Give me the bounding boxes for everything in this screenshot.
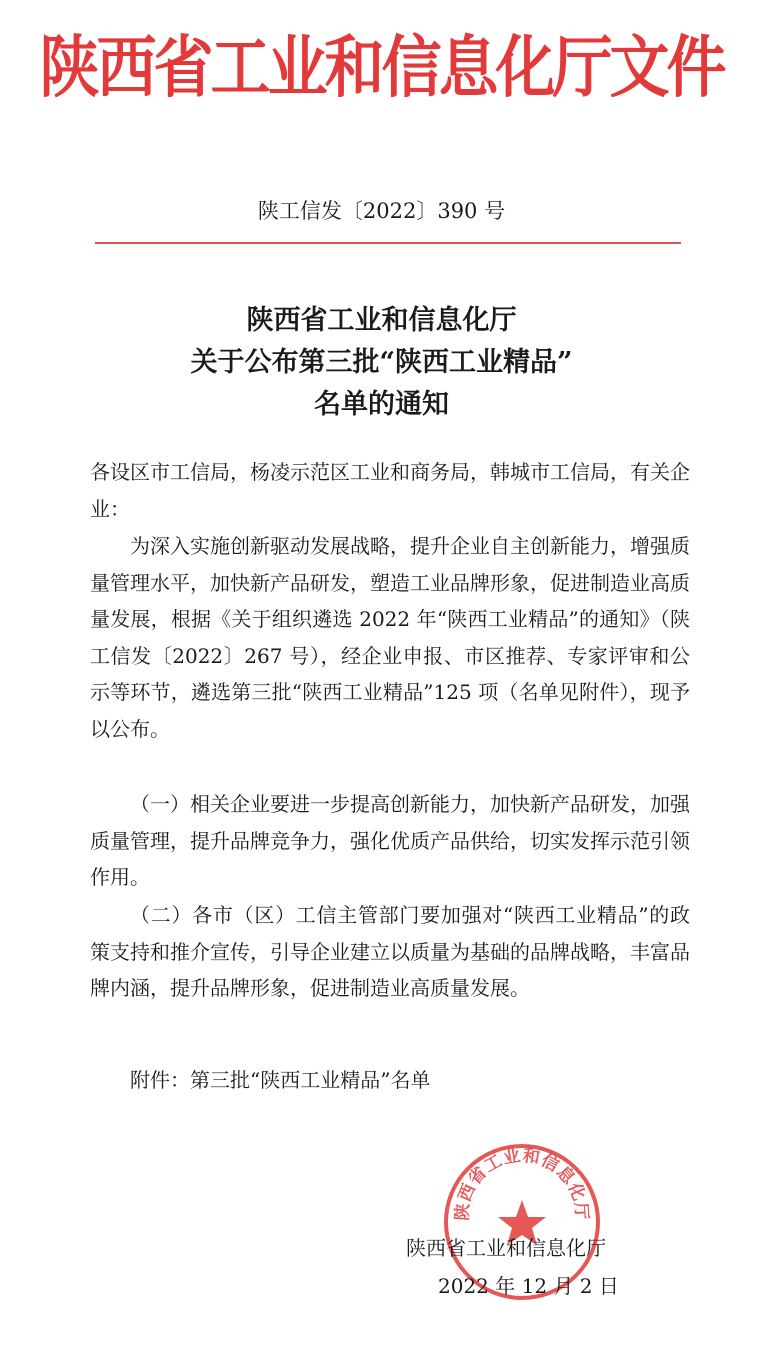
document-number: 陕工信发〔2022〕390 号 [257,199,506,223]
document-header: 陕西省工业和信息化厅文件 [39,28,724,108]
title-line-3: 名单的通知 [314,389,449,420]
signature-date: 2022 年 12 月 2 日 [438,1274,619,1298]
attachment-note: 附件：第三批“陕西工业精品”名单 [130,1068,431,1092]
addressee: 各设区市工信局，杨凌示范区工业和商务局，韩城市工信局，有关企业： [90,460,690,521]
body-paragraph-3: （二）各市（区）工信主管部门要加强对“陕西工业精品”的政策支持和推介宣传，引导企业建立以质量为基础的品牌战略，丰富品牌内涵，提升品牌形象，促进制造业高质量发展。 [90,903,690,1000]
title-line-2: 关于公布第三批“陕西工业精品” [190,347,573,378]
body-paragraph-1: 为深入实施创新驱动发展战略，提升企业自主创新能力，增强质量管理水平，加快新产品研发，塑造工业品牌形象，促进制造业高质量发展，根据《关于组织遴选 2022 年“陕西工业精品”的通知》（陕工信发〔2022〕267 号），经企业申报、市区推荐、专家评审和公示等环节，遴选第三批“陕西工业精品”125 项（名单见附件），现予以公布。 [90,534,690,741]
red-divider [95,242,681,244]
notice-title [0,300,763,426]
title-line-1: 陕西省工业和信息化厅 [246,305,517,336]
svg-text:陕西省工业和信息化厅: 陕西省工业和信息化厅 [452,1145,592,1222]
body-paragraph-2: （一）相关企业要进一步提高创新能力，加快新产品研发，加强质量管理，提升品牌竞争力，强化优质产品供给，切实发挥示范引领作用。 [90,792,690,889]
signature-organization: 陕西省工业和信息化厅 [406,1236,606,1260]
